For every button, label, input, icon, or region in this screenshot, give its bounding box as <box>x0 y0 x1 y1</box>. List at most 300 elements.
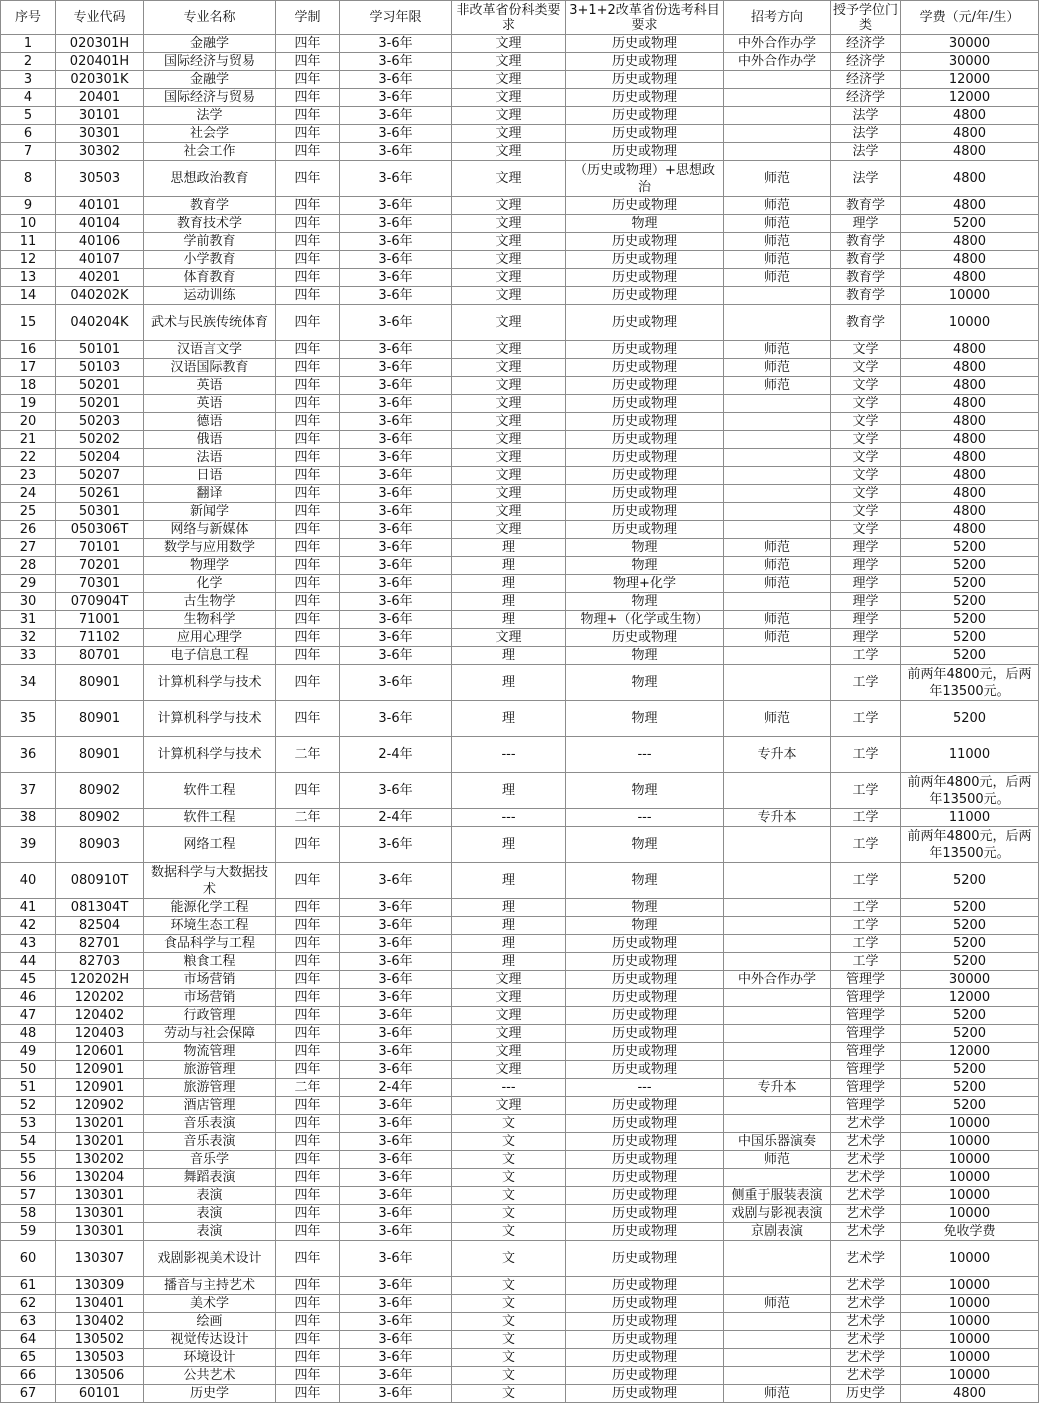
table-cell: 师范 <box>724 215 831 233</box>
header-cell: 授予学位门类 <box>831 1 901 35</box>
table-row <box>1 1367 1039 1385</box>
table-cell: 历史或物理 <box>566 1151 724 1169</box>
table-cell: 21 <box>1 431 56 449</box>
table-cell <box>724 1367 831 1385</box>
table-row <box>1 1133 1039 1151</box>
table-cell: 4800 <box>901 431 1039 449</box>
table-cell: 3-6年 <box>340 665 452 701</box>
table-cell: 10000 <box>901 305 1039 341</box>
table-cell: 文 <box>452 1205 566 1223</box>
table-cell: 管理学 <box>831 971 901 989</box>
table-cell: 化学 <box>144 575 276 593</box>
table-cell: 3-6年 <box>340 395 452 413</box>
table-cell: 生物科学 <box>144 611 276 629</box>
table-cell: 5200 <box>901 1025 1039 1043</box>
table-cell: 48 <box>1 1025 56 1043</box>
table-cell: 国际经济与贸易 <box>144 89 276 107</box>
table-row <box>1 917 1039 935</box>
table-cell: 文 <box>452 1313 566 1331</box>
table-row <box>1 863 1039 899</box>
header-cell: 学费（元/年/生） <box>901 1 1039 35</box>
table-cell: 32 <box>1 629 56 647</box>
table-cell: 3-6年 <box>340 1295 452 1313</box>
table-row <box>1 593 1039 611</box>
table-row <box>1 989 1039 1007</box>
table-cell: 环境生态工程 <box>144 917 276 935</box>
table-cell: 050306T <box>56 521 144 539</box>
table-cell: 66 <box>1 1367 56 1385</box>
table-cell: 130307 <box>56 1241 144 1277</box>
table-cell: 3-6年 <box>340 701 452 737</box>
table-cell: 3-6年 <box>340 305 452 341</box>
table-cell: 5200 <box>901 215 1039 233</box>
table-cell <box>724 1007 831 1025</box>
table-cell <box>724 593 831 611</box>
table-cell: 文理 <box>452 71 566 89</box>
table-row <box>1 71 1039 89</box>
table-cell: 历史或物理 <box>566 1295 724 1313</box>
table-cell: --- <box>452 809 566 827</box>
table-cell: 41 <box>1 899 56 917</box>
table-row <box>1 827 1039 863</box>
table-row <box>1 629 1039 647</box>
table-cell: 67 <box>1 1385 56 1403</box>
table-cell: 历史或物理 <box>566 395 724 413</box>
table-cell: 3-6年 <box>340 89 452 107</box>
table-cell <box>724 989 831 1007</box>
table-cell: 教育学 <box>831 305 901 341</box>
table-cell: 师范 <box>724 377 831 395</box>
table-cell: 社会学 <box>144 125 276 143</box>
table-cell: 3-6年 <box>340 971 452 989</box>
table-cell: 工学 <box>831 737 901 773</box>
table-cell: 历史或物理 <box>566 953 724 971</box>
table-cell: 历史或物理 <box>566 89 724 107</box>
table-cell: 四年 <box>276 71 340 89</box>
table-body <box>1 35 1039 1403</box>
table-cell: 3-6年 <box>340 917 452 935</box>
table-cell: 历史或物理 <box>566 35 724 53</box>
table-cell: 文 <box>452 1223 566 1241</box>
table-cell: 四年 <box>276 125 340 143</box>
table-cell: 31 <box>1 611 56 629</box>
table-cell: 45 <box>1 971 56 989</box>
table-cell: 020301H <box>56 35 144 53</box>
table-cell: 文理 <box>452 107 566 125</box>
table-cell: 文学 <box>831 521 901 539</box>
table-cell: 物理 <box>566 773 724 809</box>
table-row <box>1 125 1039 143</box>
table-row <box>1 1061 1039 1079</box>
table-cell: 应用心理学 <box>144 629 276 647</box>
table-cell: 四年 <box>276 53 340 71</box>
table-row <box>1 305 1039 341</box>
table-cell: 四年 <box>276 1223 340 1241</box>
table-cell: 3-6年 <box>340 935 452 953</box>
table-cell: 80901 <box>56 665 144 701</box>
table-cell <box>724 1313 831 1331</box>
table-cell: 130202 <box>56 1151 144 1169</box>
table-cell: 10 <box>1 215 56 233</box>
table-cell: 艺术学 <box>831 1115 901 1133</box>
table-cell: 文理 <box>452 287 566 305</box>
table-cell: 40106 <box>56 233 144 251</box>
table-cell: 文理 <box>452 269 566 287</box>
table-cell <box>724 1043 831 1061</box>
table-cell: 旅游管理 <box>144 1061 276 1079</box>
table-cell: 艺术学 <box>831 1295 901 1313</box>
table-cell <box>724 1115 831 1133</box>
table-cell: 11 <box>1 233 56 251</box>
table-cell: 80901 <box>56 737 144 773</box>
table-row <box>1 953 1039 971</box>
table-cell: 理学 <box>831 593 901 611</box>
table-row <box>1 233 1039 251</box>
table-row <box>1 1205 1039 1223</box>
table-cell: 7 <box>1 143 56 161</box>
table-cell: 文 <box>452 1187 566 1205</box>
table-cell: 历史或物理 <box>566 269 724 287</box>
table-row <box>1 359 1039 377</box>
table-cell: 历史或物理 <box>566 935 724 953</box>
table-cell: 物理 <box>566 593 724 611</box>
table-cell: 艺术学 <box>831 1205 901 1223</box>
table-cell: 工学 <box>831 701 901 737</box>
table-row <box>1 1349 1039 1367</box>
table-cell: 文理 <box>452 1043 566 1061</box>
table-cell: 4800 <box>901 161 1039 197</box>
table-cell: 四年 <box>276 1295 340 1313</box>
table-row <box>1 557 1039 575</box>
table-cell: 5200 <box>901 539 1039 557</box>
table-cell: 二年 <box>276 1079 340 1097</box>
table-cell: 文 <box>452 1331 566 1349</box>
table-cell: 数据科学与大数据技术 <box>144 863 276 899</box>
table-cell: 历史或物理 <box>566 1277 724 1295</box>
table-row <box>1 899 1039 917</box>
table-cell: 四年 <box>276 971 340 989</box>
table-cell: 10000 <box>901 1241 1039 1277</box>
table-row <box>1 1313 1039 1331</box>
table-cell: 4800 <box>901 413 1039 431</box>
table-cell: 师范 <box>724 1151 831 1169</box>
table-cell: 3-6年 <box>340 1133 452 1151</box>
table-cell: 35 <box>1 701 56 737</box>
table-cell: 4800 <box>901 449 1039 467</box>
table-cell: 中外合作办学 <box>724 35 831 53</box>
table-cell: 50201 <box>56 395 144 413</box>
table-cell: 播音与主持艺术 <box>144 1277 276 1295</box>
table-cell: 社会工作 <box>144 143 276 161</box>
table-cell: 5200 <box>901 575 1039 593</box>
table-cell: 30 <box>1 593 56 611</box>
table-cell: 文 <box>452 1115 566 1133</box>
table-row <box>1 971 1039 989</box>
table-cell: 专升本 <box>724 1079 831 1097</box>
table-cell: 3-6年 <box>340 953 452 971</box>
table-row <box>1 1007 1039 1025</box>
table-cell: 文理 <box>452 485 566 503</box>
table-cell: 戏剧影视美术设计 <box>144 1241 276 1277</box>
table-cell: 43 <box>1 935 56 953</box>
table-cell: 13 <box>1 269 56 287</box>
table-cell: 27 <box>1 539 56 557</box>
table-cell: 50103 <box>56 359 144 377</box>
table-cell: 4800 <box>901 125 1039 143</box>
table-row <box>1 737 1039 773</box>
table-row <box>1 1187 1039 1205</box>
table-cell: 理 <box>452 647 566 665</box>
table-cell: 四年 <box>276 899 340 917</box>
table-cell: 英语 <box>144 377 276 395</box>
table-cell <box>724 287 831 305</box>
table-cell: 中国乐器演奏 <box>724 1133 831 1151</box>
table-cell: 表演 <box>144 1223 276 1241</box>
table-cell: 四年 <box>276 503 340 521</box>
table-cell: 5200 <box>901 863 1039 899</box>
table-cell: 思想政治教育 <box>144 161 276 197</box>
table-cell: 59 <box>1 1223 56 1241</box>
table-cell <box>724 521 831 539</box>
table-row <box>1 1223 1039 1241</box>
table-cell: 文理 <box>452 143 566 161</box>
table-row <box>1 107 1039 125</box>
table-cell <box>724 917 831 935</box>
table-cell: 10000 <box>901 1115 1039 1133</box>
table-cell: 070904T <box>56 593 144 611</box>
table-cell: 艺术学 <box>831 1313 901 1331</box>
table-cell: 艺术学 <box>831 1187 901 1205</box>
table-cell: 130309 <box>56 1277 144 1295</box>
table-cell <box>724 1169 831 1187</box>
table-cell <box>724 935 831 953</box>
table-cell: 四年 <box>276 269 340 287</box>
table-cell: 28 <box>1 557 56 575</box>
table-cell: 12000 <box>901 1043 1039 1061</box>
table-cell: 130301 <box>56 1205 144 1223</box>
table-cell: 2-4年 <box>340 809 452 827</box>
table-cell: 四年 <box>276 1133 340 1151</box>
table-cell: 10000 <box>901 1205 1039 1223</box>
table-cell: 15 <box>1 305 56 341</box>
table-cell: 54 <box>1 1133 56 1151</box>
table-cell: 管理学 <box>831 989 901 1007</box>
table-cell: 5200 <box>901 953 1039 971</box>
table-cell: 40101 <box>56 197 144 215</box>
table-cell: 文学 <box>831 503 901 521</box>
table-cell: 师范 <box>724 1385 831 1403</box>
table-cell: 文理 <box>452 1007 566 1025</box>
table-cell: 50301 <box>56 503 144 521</box>
table-cell: 5200 <box>901 593 1039 611</box>
table-cell: 经济学 <box>831 53 901 71</box>
table-row <box>1 1277 1039 1295</box>
table-cell: 网络工程 <box>144 827 276 863</box>
table-cell: 四年 <box>276 359 340 377</box>
table-cell: 9 <box>1 197 56 215</box>
table-cell: 师范 <box>724 233 831 251</box>
table-cell: 软件工程 <box>144 773 276 809</box>
table-cell: 4800 <box>901 467 1039 485</box>
table-cell: 文理 <box>452 503 566 521</box>
table-cell: 120902 <box>56 1097 144 1115</box>
table-cell: 文理 <box>452 467 566 485</box>
table-row <box>1 1151 1039 1169</box>
table-cell: 130201 <box>56 1133 144 1151</box>
table-cell: 3-6年 <box>340 503 452 521</box>
table-cell: 市场营销 <box>144 989 276 1007</box>
table-cell: 历史或物理 <box>566 431 724 449</box>
table-cell: 文理 <box>452 449 566 467</box>
table-cell: 1 <box>1 35 56 53</box>
table-row <box>1 539 1039 557</box>
table-cell: 61 <box>1 1277 56 1295</box>
table-row <box>1 701 1039 737</box>
table-row <box>1 53 1039 71</box>
table-cell: 四年 <box>276 1367 340 1385</box>
table-cell: 理 <box>452 953 566 971</box>
table-cell: 历史或物理 <box>566 467 724 485</box>
table-cell: 四年 <box>276 1331 340 1349</box>
table-cell: 历史或物理 <box>566 287 724 305</box>
table-cell: 3-6年 <box>340 269 452 287</box>
table-row <box>1 1025 1039 1043</box>
table-cell: 10000 <box>901 1367 1039 1385</box>
table-cell: 3-6年 <box>340 1007 452 1025</box>
table-cell: 历史或物理 <box>566 1133 724 1151</box>
table-cell: 师范 <box>724 359 831 377</box>
table-cell: 130204 <box>56 1169 144 1187</box>
table-cell: 11000 <box>901 737 1039 773</box>
table-cell: 四年 <box>276 197 340 215</box>
table-cell: 劳动与社会保障 <box>144 1025 276 1043</box>
table-cell: 物理 <box>566 539 724 557</box>
table-cell: 经济学 <box>831 89 901 107</box>
table-cell: 4 <box>1 89 56 107</box>
table-cell: 物理 <box>566 701 724 737</box>
table-cell: 物理 <box>566 647 724 665</box>
table-row <box>1 431 1039 449</box>
table-cell: 50261 <box>56 485 144 503</box>
table-cell: 管理学 <box>831 1007 901 1025</box>
table-row <box>1 1331 1039 1349</box>
table-cell: 18 <box>1 377 56 395</box>
table-cell: 3-6年 <box>340 1367 452 1385</box>
table-cell: 体育教育 <box>144 269 276 287</box>
table-cell: 文学 <box>831 431 901 449</box>
table-cell: 文学 <box>831 395 901 413</box>
table-cell: 教育学 <box>831 269 901 287</box>
table-cell: 网络与新媒体 <box>144 521 276 539</box>
table-cell: 22 <box>1 449 56 467</box>
table-cell: 专升本 <box>724 737 831 773</box>
table-cell: 12000 <box>901 89 1039 107</box>
table-cell: 34 <box>1 665 56 701</box>
table-cell: 3-6年 <box>340 1205 452 1223</box>
table-cell: 文学 <box>831 485 901 503</box>
table-cell: 64 <box>1 1331 56 1349</box>
table-cell <box>724 1097 831 1115</box>
table-cell: 物流管理 <box>144 1043 276 1061</box>
table-cell: 四年 <box>276 143 340 161</box>
table-cell: 130301 <box>56 1223 144 1241</box>
table-cell: 文理 <box>452 1097 566 1115</box>
table-cell: 酒店管理 <box>144 1097 276 1115</box>
table-cell: 39 <box>1 827 56 863</box>
table-cell: 3-6年 <box>340 863 452 899</box>
table-cell: 82701 <box>56 935 144 953</box>
table-cell: 24 <box>1 485 56 503</box>
table-cell: 4800 <box>901 107 1039 125</box>
table-cell: 3-6年 <box>340 431 452 449</box>
table-cell: 3-6年 <box>340 575 452 593</box>
table-row <box>1 809 1039 827</box>
table-cell: 四年 <box>276 1043 340 1061</box>
table-cell: 管理学 <box>831 1079 901 1097</box>
table-cell: 50203 <box>56 413 144 431</box>
table-cell: 音乐学 <box>144 1151 276 1169</box>
table-cell: 130503 <box>56 1349 144 1367</box>
table-cell: 物理 <box>566 665 724 701</box>
table-cell: 20 <box>1 413 56 431</box>
table-cell: 文学 <box>831 449 901 467</box>
table-cell: 四年 <box>276 287 340 305</box>
table-cell: 理 <box>452 917 566 935</box>
table-cell: 70101 <box>56 539 144 557</box>
table-cell: 历史或物理 <box>566 989 724 1007</box>
table-cell: 表演 <box>144 1187 276 1205</box>
table-row <box>1 485 1039 503</box>
table-cell: 日语 <box>144 467 276 485</box>
table-row <box>1 575 1039 593</box>
table-cell: 文 <box>452 1241 566 1277</box>
table-cell: 历史或物理 <box>566 413 724 431</box>
table-cell: 历史或物理 <box>566 449 724 467</box>
table-cell <box>724 1331 831 1349</box>
table-cell: 绘画 <box>144 1313 276 1331</box>
table-cell: 50101 <box>56 341 144 359</box>
table-cell: 舞蹈表演 <box>144 1169 276 1187</box>
table-cell: 中外合作办学 <box>724 971 831 989</box>
table-cell: 3-6年 <box>340 611 452 629</box>
table-cell: 3-6年 <box>340 35 452 53</box>
table-cell: 6 <box>1 125 56 143</box>
table-cell: 工学 <box>831 935 901 953</box>
table-cell: 四年 <box>276 827 340 863</box>
table-cell: 法学 <box>831 161 901 197</box>
table-cell: 10000 <box>901 1151 1039 1169</box>
table-cell: 历史或物理 <box>566 233 724 251</box>
table-cell: 10000 <box>901 1349 1039 1367</box>
table-cell: 物理 <box>566 827 724 863</box>
table-cell: 法语 <box>144 449 276 467</box>
table-cell: 戏剧与影视表演 <box>724 1205 831 1223</box>
table-cell: 市场营销 <box>144 971 276 989</box>
table-cell: 3-6年 <box>340 1223 452 1241</box>
table-cell <box>724 953 831 971</box>
table-cell: 四年 <box>276 377 340 395</box>
table-cell <box>724 1025 831 1043</box>
table-cell: 10000 <box>901 287 1039 305</box>
table-cell: 理 <box>452 773 566 809</box>
table-cell: 130401 <box>56 1295 144 1313</box>
table-cell: 130402 <box>56 1313 144 1331</box>
table-cell: 翻译 <box>144 485 276 503</box>
table-cell: 3-6年 <box>340 53 452 71</box>
table-cell: 5200 <box>901 1061 1039 1079</box>
table-cell: 音乐表演 <box>144 1115 276 1133</box>
table-cell: 80903 <box>56 827 144 863</box>
